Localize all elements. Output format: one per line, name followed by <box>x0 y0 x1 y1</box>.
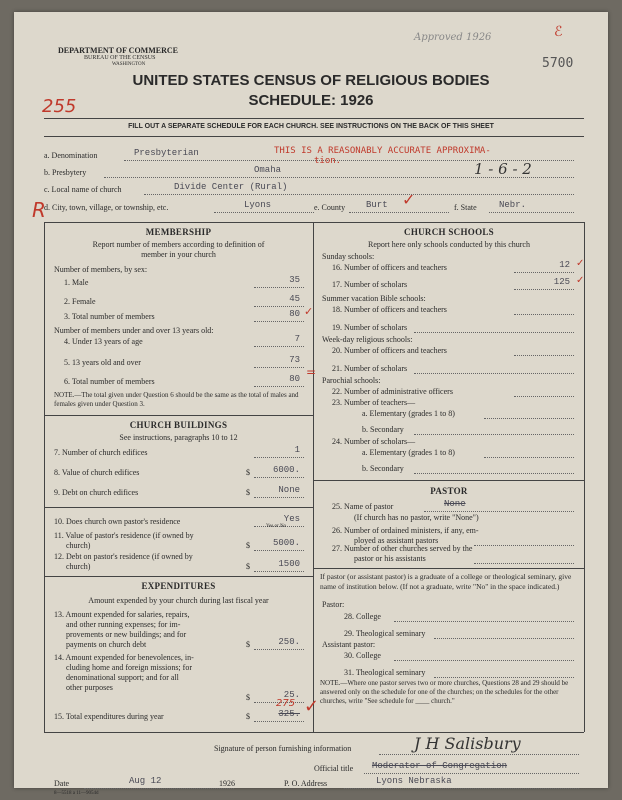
total-members-label: 3. Total number of members <box>64 312 155 321</box>
bureau-location: WASHINGTON <box>112 62 146 67</box>
denomination-value: Presbyterian <box>134 148 199 158</box>
assistant-college-label: 30. College <box>344 651 381 660</box>
sunday-officers-mark: ✓ <box>576 258 585 269</box>
dollar-sign: $ <box>246 693 250 702</box>
denomination-label: a. Denomination <box>44 151 98 160</box>
date-label: Date <box>54 779 70 788</box>
county-label: e. County <box>314 203 346 212</box>
scholars-parochial-label: 24. Number of scholars— <box>332 437 416 446</box>
residence-debt-label: 12. Debt on pastor's residence (if owned by <box>54 552 193 561</box>
salaries-line-4: payments on church debt <box>66 640 147 649</box>
salaries-line-2: and other running expenses; for im- <box>66 620 181 629</box>
male-label: 1. Male <box>64 278 89 287</box>
instruction-banner: FILL OUT A SEPARATE SCHEDULE FOR EACH CHURCH. SEE INSTRUCTIONS ON THE BACK OF THIS SHEET <box>128 123 494 130</box>
bureau-name: BUREAU OF THE CENSUS <box>84 55 156 61</box>
teachers-elementary-label: a. Elementary (grades 1 to 8) <box>362 409 455 418</box>
church-name-value: Divide Center (Rural) <box>174 182 288 192</box>
red-handwritten-number: 255 <box>42 96 77 117</box>
dollar-sign: $ <box>246 712 250 721</box>
residence-value-value: 5000. <box>272 538 300 548</box>
red-corner-mark: ℰ <box>554 24 563 40</box>
edifice-value-label: 8. Value of church edifices <box>54 468 140 477</box>
total-6-value: 80 <box>289 374 300 384</box>
assistant-seminary-label: 31. Theological seminary <box>344 668 426 677</box>
church-name-label: c. Local name of church <box>44 185 122 194</box>
over-13-label: 5. 13 years old and over <box>64 358 141 367</box>
dollar-sign: $ <box>246 468 250 477</box>
year-value: 1926 <box>219 779 235 788</box>
county-check-mark: ✓ <box>402 190 416 209</box>
graduate-instructions: If pastor (or assistant pastor) is a graduate of a college or theological seminary, give name of institution below. (If not a graduate, write "No" in the space indicated.) <box>320 572 572 591</box>
pastor-sub-label: Pastor: <box>322 600 345 609</box>
buildings-instructions: See instructions, paragraphs 10 to 12 <box>119 433 238 442</box>
expenditures-intro: Amount expended by your church during last fiscal year <box>88 596 269 605</box>
approximation-note-cont: tion. <box>314 156 342 166</box>
dollar-sign: $ <box>246 562 250 571</box>
teachers-label: 23. Number of teachers— <box>332 398 416 407</box>
residence-value-label-cont: church) <box>66 541 91 550</box>
membership-intro-1: Report number of members according to definition of <box>92 240 265 249</box>
salaries-value: 250. <box>278 637 300 647</box>
total-members-value: 80 <box>289 309 300 319</box>
approximation-note: THIS IS A REASONABLY ACCURATE APPROXIMA- <box>274 146 491 156</box>
total-expenditures-value: 325. <box>278 709 300 719</box>
date-value: Aug 12 <box>129 776 162 786</box>
weekday-schools-label: Week-day religious schools: <box>322 335 413 344</box>
presbytery-label: b. Presbytery <box>44 168 87 177</box>
benevolences-label <box>54 653 194 693</box>
over-13-value: 73 <box>289 355 300 365</box>
city-label: d. City, town, village, or township, etc. <box>44 203 169 212</box>
benevolences-line-3: denominational support; and for all <box>66 673 179 682</box>
residence-owned-label: 10. Does church own pastor's residence <box>54 517 181 526</box>
debt-edifices-label: 9. Debt on church edifices <box>54 488 139 497</box>
scholars-elementary-label: a. Elementary (grades 1 to 8) <box>362 448 455 457</box>
total-check-mark: ✓ <box>304 696 320 717</box>
pastor-name-label: 25. Name of pastor <box>332 502 394 511</box>
schools-title: CHURCH SCHOOLS <box>404 227 494 237</box>
sunday-scholars-value: 125 <box>553 277 570 287</box>
edifices-value: 1 <box>294 445 300 455</box>
summer-schools-label: Summer vacation Bible schools: <box>322 294 426 303</box>
county-value: Burt <box>366 200 388 210</box>
pastor-title: PASTOR <box>430 486 468 496</box>
ordained-ministers-label: 26. Number of ordained ministers, if any, em- <box>332 526 479 535</box>
corrected-total: 275 <box>276 698 296 709</box>
department-name: DEPARTMENT OF COMMERCE <box>58 46 179 55</box>
address-label: P. O. Address <box>284 779 328 788</box>
census-form <box>14 12 608 796</box>
male-value: 35 <box>289 275 300 285</box>
print-code: 8—5518 a 11—9054d <box>54 791 99 796</box>
benevolences-line-4: other purposes <box>66 683 113 692</box>
debt-edifices-value: None <box>278 485 300 495</box>
total-expenditures-label: 15. Total expenditures during year <box>54 712 164 721</box>
handwritten-top-note: Approved 1926 <box>414 32 492 43</box>
residence-debt-value: 1500 <box>278 559 300 569</box>
state-value: Nebr. <box>499 200 527 210</box>
signature-label: Signature of person furnishing information <box>214 744 352 753</box>
sunday-scholars-mark: ✓ <box>576 275 585 286</box>
dollar-sign: $ <box>246 488 250 497</box>
parochial-schools-label: Parochial schools: <box>322 376 381 385</box>
college-label: 28. College <box>344 612 381 621</box>
teachers-secondary-label: b. Secondary <box>362 425 404 434</box>
schools-intro: Report here only schools conducted by this church <box>368 240 530 249</box>
pastor-note: NOTE.—Where one pastor serves two or more churches, Questions 28 and 29 should be answered only on the schedule for one of the churches; on the schedules for the other churches, write "See schedule for ____ church." <box>320 679 569 705</box>
state-label: f. State <box>454 203 477 212</box>
form-title: UNITED STATES CENSUS OF RELIGIOUS BODIES <box>132 72 490 89</box>
weekday-officers-label: 20. Number of officers and teachers <box>332 346 447 355</box>
presbytery-value: Omaha <box>254 165 282 175</box>
signature: J H Salisbury <box>414 734 521 753</box>
other-churches-label: 27. Number of other churches served by the <box>332 544 473 553</box>
pastor-name-value: None <box>444 499 466 509</box>
sunday-schools-label: Sunday schools: <box>322 252 375 261</box>
schedule-title: SCHEDULE: 1926 <box>248 92 374 109</box>
under-13-label: 4. Under 13 years of age <box>64 337 143 346</box>
membership-note: NOTE.—The total given under Question 6 should be the same as the total of males and females given under Question 3. <box>54 391 299 408</box>
benevolences-line-1: 14. Amount expended for benevolences, in- <box>54 653 194 662</box>
salaries-label <box>54 610 190 650</box>
salaries-line-1: 13. Amount expended for salaries, repairs, <box>54 610 190 619</box>
residence-value-label: 11. Value of pastor's residence (if owned by <box>54 531 194 540</box>
admin-officers-label: 22. Number of administrative officers <box>332 387 453 396</box>
official-title-value: Moderator of Congregation <box>372 761 508 771</box>
members-by-sex-label: Number of members, by sex: <box>54 265 148 274</box>
official-title-label: Official title <box>314 764 354 773</box>
residence-owned-value: Yes <box>283 514 300 524</box>
expenditures-title: EXPENDITURES <box>141 581 216 591</box>
total-6-label: 6. Total number of members <box>64 377 155 386</box>
sunday-officers-label: 16. Number of officers and teachers <box>332 263 447 272</box>
dollar-sign: $ <box>246 640 250 649</box>
summer-officers-label: 18. Number of officers and teachers <box>332 305 447 314</box>
handwritten-date-code: 1 - 6 - 2 <box>474 160 532 178</box>
sunday-officers-value: 12 <box>559 260 570 270</box>
benevolences-value: 25. <box>283 690 300 700</box>
form-number: 5700 <box>542 56 574 71</box>
sunday-scholars-label: 17. Number of scholars <box>332 280 408 289</box>
weekday-scholars-label: 21. Number of scholars <box>332 364 408 373</box>
ordained-ministers-label-cont: ployed as assistant pastors <box>354 536 439 545</box>
scholars-secondary-label: b. Secondary <box>362 464 404 473</box>
salaries-line-3: provements or new buildings; and for <box>66 630 187 639</box>
membership-title: MEMBERSHIP <box>145 227 212 237</box>
age-group-label: Number of members under and over 13 years old: <box>54 326 214 335</box>
benevolences-line-2: cluding home and foreign missions; for <box>66 663 192 672</box>
buildings-title: CHURCH BUILDINGS <box>129 420 228 430</box>
residence-debt-label-cont: church) <box>66 562 91 571</box>
equal-mark: = <box>306 365 317 379</box>
edifices-label: 7. Number of church edifices <box>54 448 148 457</box>
address-value: Lyons Nebraska <box>376 776 452 786</box>
female-label: 2. Female <box>64 297 96 306</box>
female-value: 45 <box>289 294 300 304</box>
red-margin-mark: R <box>32 198 46 222</box>
summer-scholars-label: 19. Number of scholars <box>332 323 408 332</box>
dollar-sign: $ <box>246 541 250 550</box>
pastor-name-hint: (If church has no pastor, write "None") <box>354 513 479 522</box>
seminary-label: 29. Theological seminary <box>344 629 426 638</box>
edifice-value-value: 6000. <box>272 465 300 475</box>
city-value: Lyons <box>244 200 272 210</box>
under-13-value: 7 <box>294 334 300 344</box>
membership-intro-2: member in your church <box>141 250 216 259</box>
other-churches-label-cont: pastor or his assistants <box>354 554 426 563</box>
total-check: ✓ <box>304 305 314 318</box>
assistant-pastor-label: Assistant pastor: <box>322 640 376 649</box>
yes-or-no-hint: Yes or No <box>266 524 287 529</box>
